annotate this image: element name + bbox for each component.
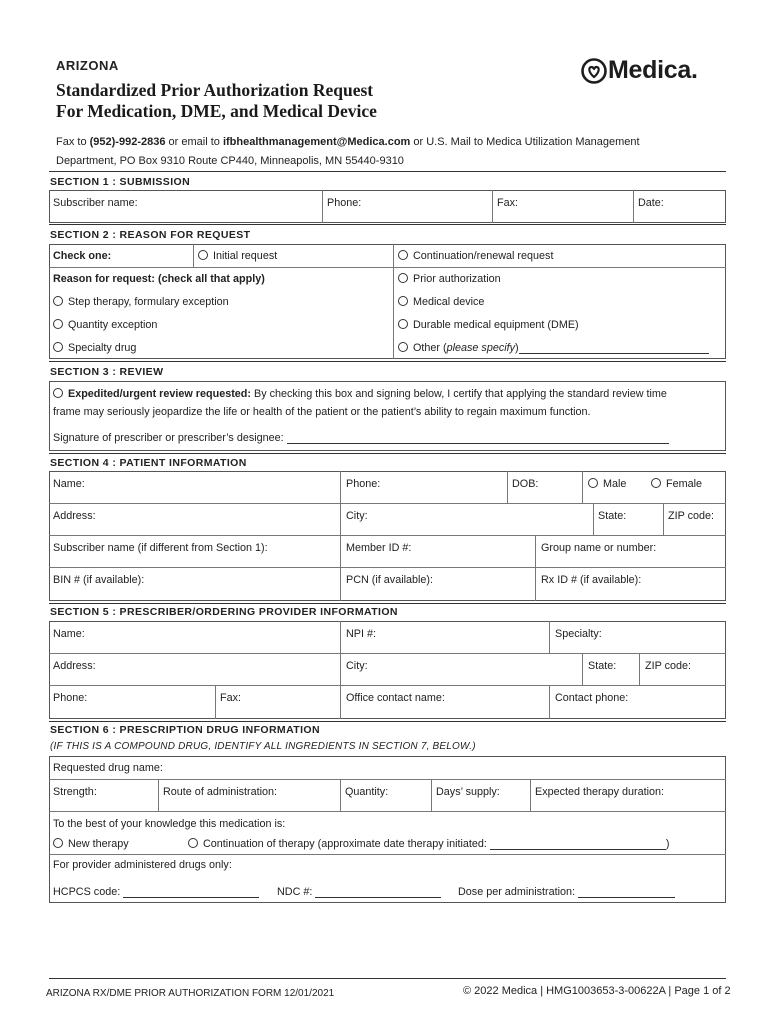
radio-icon[interactable] [398, 296, 408, 306]
section-1-title: SECTION 1 : SUBMISSION [50, 176, 191, 188]
phone-field[interactable]: Phone: [327, 197, 362, 209]
rx-id-field[interactable]: Rx ID # (if available): [541, 574, 642, 586]
patient-phone-field[interactable]: Phone: [346, 478, 381, 490]
ndc-line[interactable] [315, 886, 441, 898]
state-label: ARIZONA [56, 58, 119, 73]
patient-subscriber-field[interactable]: Subscriber name (if different from Section 1): [53, 542, 268, 554]
quantity-exception-option[interactable]: Quantity exception [53, 319, 157, 331]
prescriber-fax-field[interactable]: Fax: [220, 692, 241, 704]
specialty-drug-option[interactable]: Specialty drug [53, 342, 136, 354]
patient-name-field[interactable]: Name: [53, 478, 85, 490]
divider [49, 603, 726, 604]
divider [49, 361, 726, 362]
prescriber-name-field[interactable]: Name: [53, 628, 85, 640]
logo-text: Medica. [608, 56, 698, 84]
radio-icon[interactable] [588, 478, 598, 488]
prescriber-city-field[interactable]: City: [346, 660, 368, 672]
ndc-field[interactable]: NDC #: [277, 886, 441, 898]
therapy-duration-field[interactable]: Expected therapy duration: [535, 786, 665, 798]
check-one-label: Check one: [53, 250, 112, 262]
heart-logo-icon [580, 57, 608, 85]
drug-name-field[interactable]: Requested drug name: [53, 762, 163, 774]
fax-prefix: Fax to [56, 136, 90, 148]
continuation-therapy-option[interactable]: Continuation of therapy (approximate date therapy initiated: ) [188, 838, 670, 850]
continuation-request-option[interactable]: Continuation/renewal request [398, 250, 553, 262]
section-2-title: SECTION 2 : REASON FOR REQUEST [50, 229, 251, 241]
radio-icon[interactable] [53, 296, 63, 306]
member-id-field[interactable]: Member ID #: [346, 542, 412, 554]
form-title-line2: For Medication, DME, and Medical Device [56, 101, 377, 121]
form-title [56, 80, 377, 122]
instructions [56, 133, 726, 171]
hcpcs-field[interactable]: HCPCS code: [53, 886, 259, 898]
days-supply-field[interactable]: Days’ supply: [436, 786, 500, 798]
radio-icon[interactable] [188, 838, 198, 848]
prescriber-state-field[interactable]: State: [588, 660, 617, 672]
medica-logo [580, 56, 698, 85]
mail-text: or U.S. Mail to Medica Utilization Management [410, 136, 640, 148]
group-field[interactable]: Group name or number: [541, 542, 657, 554]
divider [49, 224, 726, 225]
patient-city-field[interactable]: City: [346, 510, 368, 522]
route-field[interactable]: Route of administration: [163, 786, 278, 798]
footer-divider [49, 978, 726, 979]
radio-icon[interactable] [53, 838, 63, 848]
female-option[interactable]: Female [651, 478, 702, 490]
form-id: ARIZONA RX/DME PRIOR AUTHORIZATION FORM 12/01/2021 [46, 988, 335, 999]
pcn-field[interactable]: PCN (if available): [346, 574, 434, 586]
radio-icon[interactable] [398, 319, 408, 329]
new-therapy-option[interactable]: New therapy [53, 838, 129, 850]
bin-field[interactable]: BIN # (if available): [53, 574, 145, 586]
radio-icon[interactable] [53, 388, 63, 398]
other-option[interactable]: Other (please specify) [398, 342, 709, 354]
divider [49, 453, 726, 454]
divider [49, 721, 726, 722]
email-address: ifbhealthmanagement@Medica.com [222, 136, 411, 148]
prescriber-zip-field[interactable]: ZIP code: [645, 660, 692, 672]
signature-line[interactable] [287, 432, 669, 444]
radio-icon[interactable] [398, 273, 408, 283]
radio-icon[interactable] [398, 342, 408, 352]
male-option[interactable]: Male [588, 478, 626, 490]
compound-note: (IF THIS IS A COMPOUND DRUG, IDENTIFY ALL INGREDIENTS IN SECTION 7, BELOW.) [50, 741, 476, 752]
prescriber-address-field[interactable]: Address: [53, 660, 96, 672]
signature-field[interactable]: Signature of prescriber or prescriber’s designee: [53, 432, 669, 444]
patient-state-field[interactable]: State: [598, 510, 627, 522]
form-title-line1: Standardized Prior Authorization Request [56, 80, 374, 100]
prescriber-phone-field[interactable]: Phone: [53, 692, 88, 704]
radio-icon[interactable] [398, 250, 408, 260]
section-3-title: SECTION 3 : REVIEW [50, 366, 164, 378]
dose-line[interactable] [578, 886, 675, 898]
email-prefix: or email to [165, 136, 223, 148]
dose-field[interactable]: Dose per administration: [458, 886, 675, 898]
patient-zip-field[interactable]: ZIP code: [668, 510, 715, 522]
patient-address-field[interactable]: Address: [53, 510, 96, 522]
contact-phone-field[interactable]: Contact phone: [555, 692, 629, 704]
prior-authorization-option[interactable]: Prior authorization [398, 273, 501, 285]
initial-request-option[interactable]: Initial request [198, 250, 277, 262]
provider-admin-label: For provider administered drugs only: [53, 859, 232, 871]
fax-number: (952)-992-2836 [89, 136, 166, 148]
knowledge-label: To the best of your knowledge this medication is: [53, 818, 286, 830]
date-initiated-field[interactable] [490, 838, 666, 850]
section-4-title: SECTION 4 : PATIENT INFORMATION [50, 457, 247, 469]
expedited-review-option[interactable]: Expedited/urgent review requested: By checking this box and signing below, I certify that applying the standard review time [53, 388, 667, 400]
radio-icon[interactable] [651, 478, 661, 488]
mail-address: Department, PO Box 9310 Route CP440, Minneapolis, MN 55440-9310 [56, 155, 404, 167]
radio-icon[interactable] [53, 319, 63, 329]
divider [49, 171, 726, 172]
other-specify-field[interactable] [519, 342, 709, 354]
radio-icon[interactable] [53, 342, 63, 352]
prescriber-table [49, 621, 726, 719]
fax-field[interactable]: Fax: [497, 197, 518, 209]
review-statement: frame may seriously jeopardize the life or health of the patient or the patient’s ability to regain maximum function. [53, 406, 591, 418]
office-contact-field[interactable]: Office contact name: [346, 692, 445, 704]
npi-field[interactable]: NPI #: [346, 628, 377, 640]
radio-icon[interactable] [198, 250, 208, 260]
dob-field[interactable]: DOB: [512, 478, 539, 490]
section-5-title: SECTION 5 : PRESCRIBER/ORDERING PROVIDER INFORMATION [50, 606, 398, 618]
specialty-field[interactable]: Specialty: [555, 628, 602, 640]
submission-table [49, 190, 726, 223]
dme-option[interactable]: Durable medical equipment (DME) [398, 319, 579, 331]
medical-device-option[interactable]: Medical device [398, 296, 484, 308]
date-field[interactable]: Date: [638, 197, 664, 209]
section-6-title: SECTION 6 : PRESCRIPTION DRUG INFORMATION [50, 724, 320, 736]
subscriber-name-field[interactable]: Subscriber name: [53, 197, 138, 209]
step-therapy-option[interactable]: Step therapy, formulary exception [53, 296, 229, 308]
reason-label: Reason for request: (check all that apply) [53, 273, 265, 285]
hcpcs-line[interactable] [123, 886, 259, 898]
copyright: © 2022 Medica | HMG1003653-3-00622A | Page 1 of 2 [463, 985, 731, 997]
strength-field[interactable]: Strength: [53, 786, 97, 798]
quantity-field[interactable]: Quantity: [345, 786, 389, 798]
